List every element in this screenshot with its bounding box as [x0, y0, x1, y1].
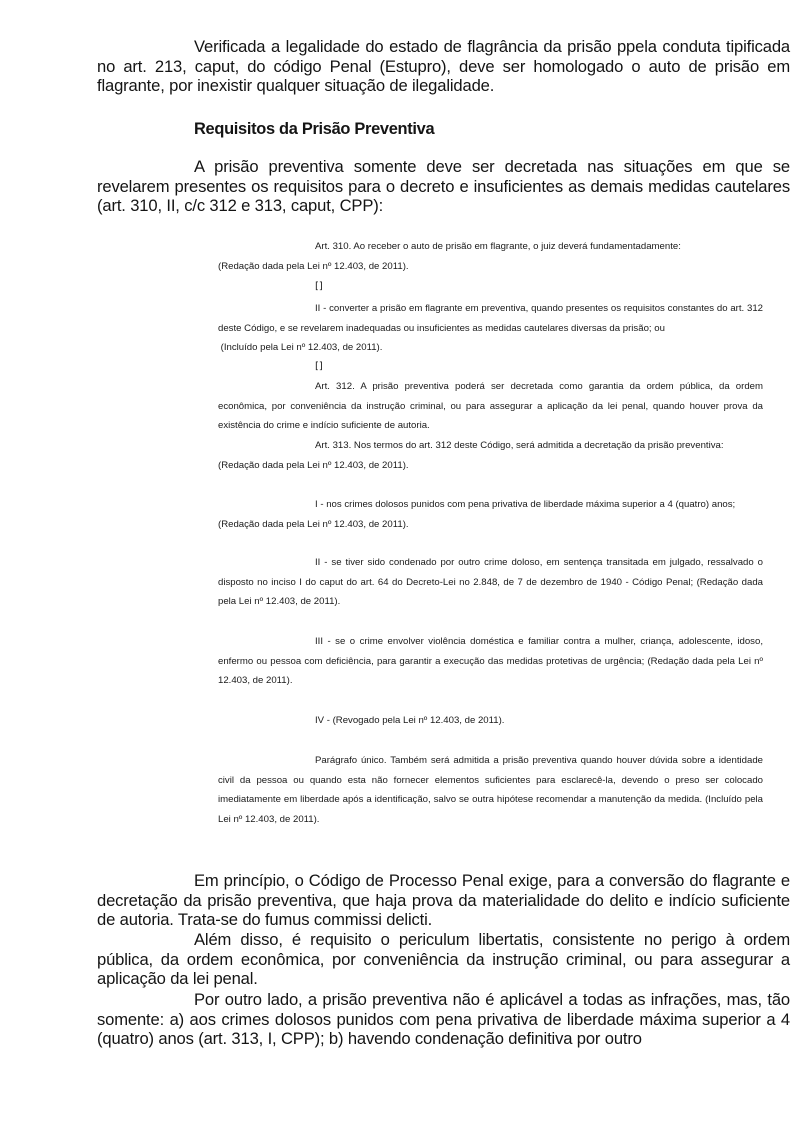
paragraph-text: A prisão preventiva somente deve ser decretada nas situações em que se revelarem presentes os requisitos para o decreto e insuficientes as demais medidas cautelares (art. 310, II, c/c 312 e 313, caput, CPP): [97, 157, 790, 216]
paragraph-periculum [97, 930, 790, 989]
section-heading: Requisitos da Prisão Preventiva [194, 120, 435, 138]
paragraph-text: Em princípio, o Código de Processo Penal exige, para a conversão do flagrante e decretação da prisão preventiva, que haja prova da materialidade do delito e indício suficiente de autoria. Trata-se do fumus commissi delicti. [97, 871, 790, 930]
quote-text: III - se o crime envolver violência doméstica e familiar contra a mulher, criança, adolescente, idoso, enfermo ou pessoa com deficiência, para garantir a execução das medidas protetivas de urgência; (Redação dada pela Lei nº 12.403, de 2011). [218, 636, 763, 687]
quote-art312 [218, 377, 763, 436]
quote-art313-ii [218, 553, 763, 612]
quote-note: (Redação dada pela Lei nº 12.403, de 2011). [218, 260, 409, 272]
paragraph-text: Além disso, é requisito o periculum libertatis, consistente no perigo à ordem pública, da ordem econômica, por conveniência da instrução criminal, ou para assegurar a aplicação da lei penal. [97, 930, 790, 989]
quote-text: II - converter a prisão em flagrante em preventiva, quando presentes os requisitos constantes do art. 312 deste Código, e se revelarem inadequadas ou insuficientes as medidas cautelares diversas da prisão; ou [218, 303, 763, 334]
paragraph-fumus [97, 871, 790, 930]
quote-text: Art. 310. Ao receber o auto de prisão em flagrante, o juiz deverá fundamentadamente: [315, 241, 681, 252]
quote-text: Parágrafo único. Também será admitida a prisão preventiva quando houver dúvida sobre a identidade civil da pessoa ou quando esta não fornecer elementos suficientes para esclarecê-la, devendo o preso ser colocado imediatamente em liberdade após a identificação, salvo se outra hipótese recomendar a manutenção da medida. (Incluído pela Lei nº 12.403, de 2011). [218, 755, 763, 825]
paragraph-applicability [97, 990, 790, 1049]
quote-note: (Redação dada pela Lei nº 12.403, de 2011). [218, 459, 409, 471]
paragraph-requirements [97, 157, 790, 216]
quote-note: (Redação dada pela Lei nº 12.403, de 2011). [218, 518, 409, 530]
quote-art310-ii [218, 299, 763, 358]
quote-art313-i [218, 495, 763, 534]
paragraph-homologation [97, 37, 790, 96]
quote-art313-iv [218, 711, 763, 731]
quote-text: IV - (Revogado pela Lei nº 12.403, de 2011). [315, 715, 505, 726]
quote-paragrafo-unico [218, 751, 763, 829]
quote-text: Art. 312. A prisão preventiva poderá ser decretada como garantia da ordem pública, da ordem econômica, por conveniência da instrução criminal, ou para assegurar a aplicação da lei penal, quando houver prova da existência do crime e indício suficiente de autoria. [218, 381, 763, 432]
omission-mark: [] [315, 361, 323, 372]
quote-art310 [218, 237, 763, 276]
quote-art313 [218, 436, 763, 475]
paragraph-text: Verificada a legalidade do estado de flagrância da prisão ppela conduta tipificada no art. 213, caput, do código Penal (Estupro), deve ser homologado o auto de prisão em flagrante, por inexistir qualquer situação de ilegalidade. [97, 37, 790, 96]
quote-art313-iii [218, 632, 763, 691]
quote-text: Art. 313. Nos termos do art. 312 deste Código, será admitida a decretação da prisão preventiva: [315, 440, 724, 451]
omission-mark: [] [315, 281, 323, 292]
paragraph-text: Por outro lado, a prisão preventiva não é aplicável a todas as infrações, mas, tão somente: a) aos crimes dolosos punidos com pena privativa de liberdade máxima superior a 4 (quatro) anos (art. 313, I, CPP); b) havendo condenação definitiva por outro [97, 990, 790, 1049]
quote-text: II - se tiver sido condenado por outro crime doloso, em sentença transitada em julgado, ressalvado o disposto no inciso I do caput do art. 64 do Decreto-Lei no 2.848, de 7 de dezembro de 1940 - Código Penal; (Redação dada pela Lei nº 12.403, de 2011). [218, 557, 763, 608]
quote-text: I - nos crimes dolosos punidos com pena privativa de liberdade máxima superior a 4 (quatro) anos; [315, 499, 736, 510]
quote-note: (Incluído pela Lei nº 12.403, de 2011). [218, 342, 383, 354]
